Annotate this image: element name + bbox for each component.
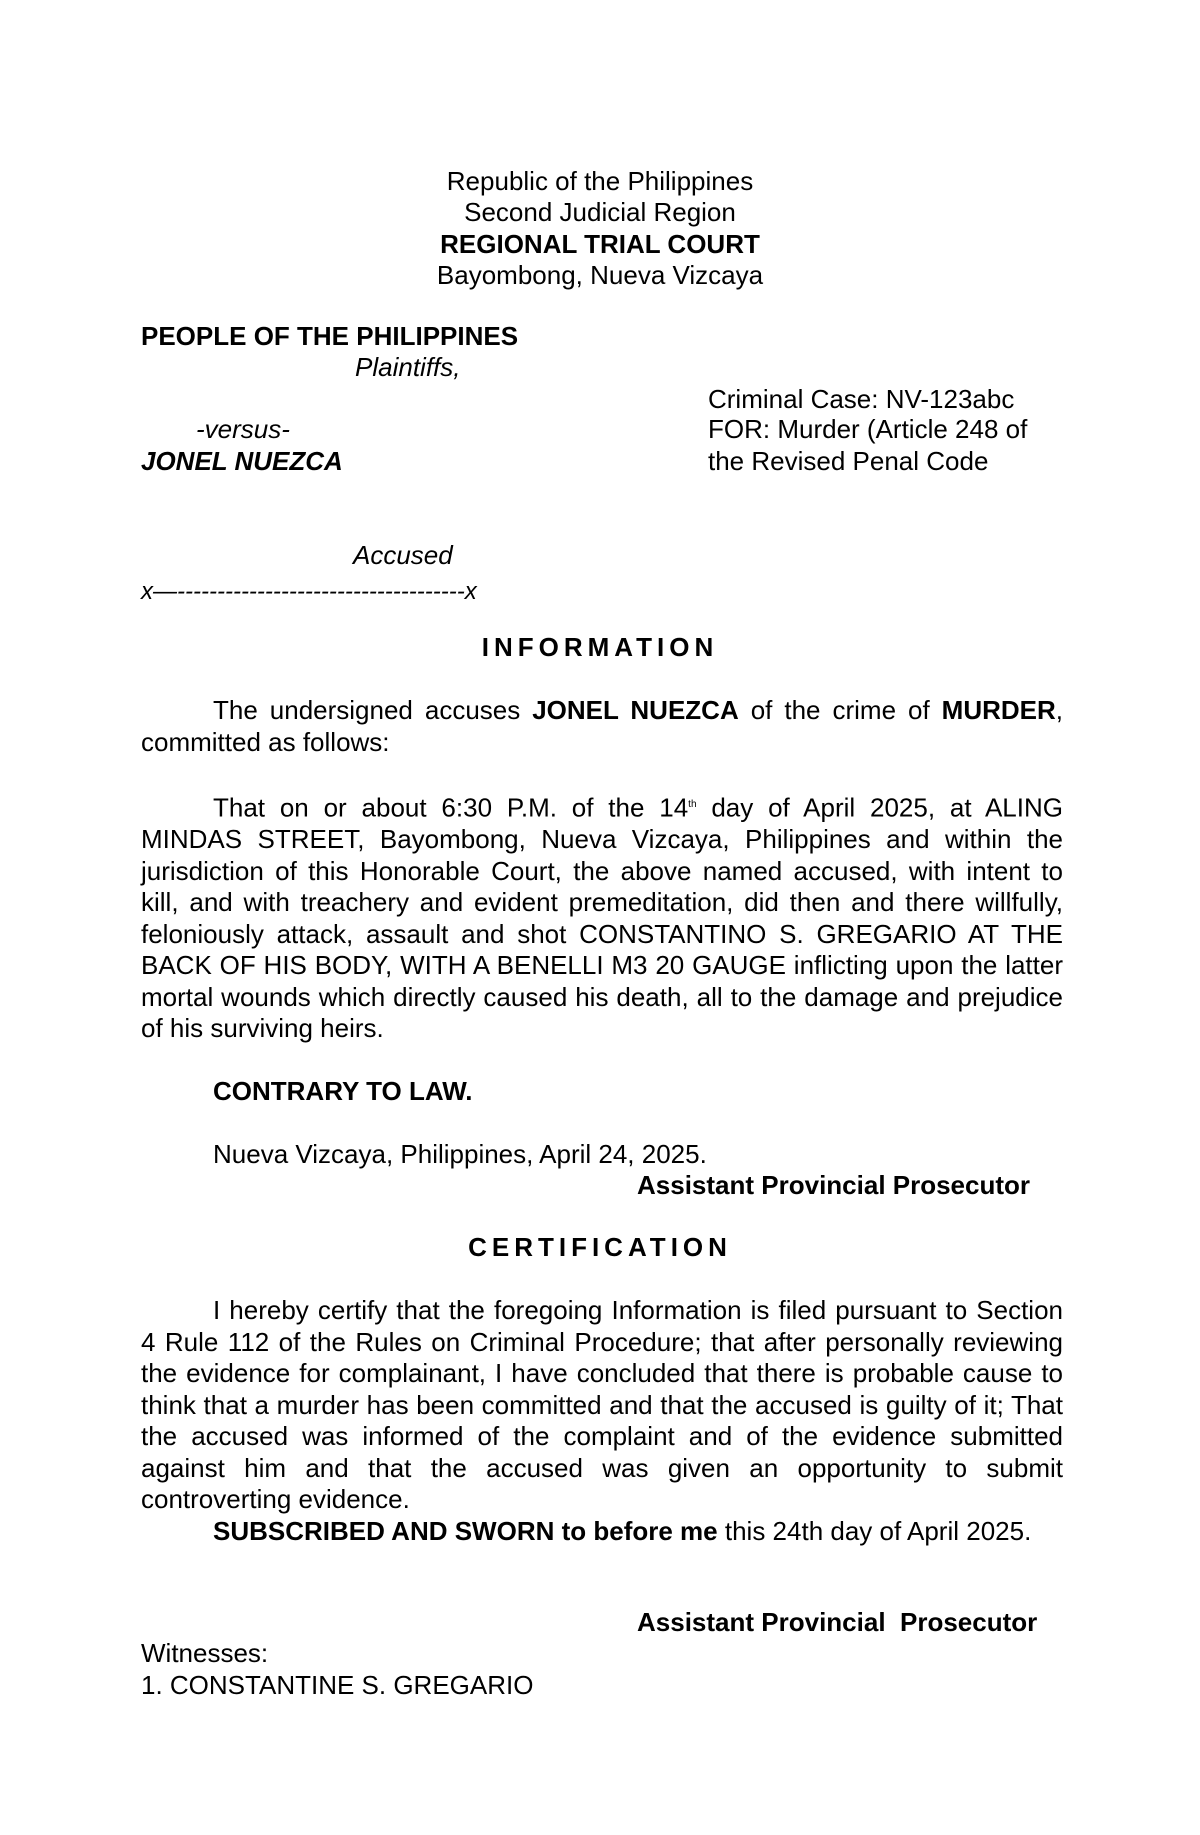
body-superscript: th [688,799,697,810]
contrary-to-law: CONTRARY TO LAW. [213,1076,473,1106]
caption-divider: x—------------------------------------x [141,578,477,605]
body-text-2: day of April 2025, at ALING MINDAS STREET, Bayombong, Nueva Vizcaya, Philippines and within the jurisdiction of this Honorable Court, the above named accused, with intent to kill, and with treachery and evident premeditation, did then and there willfully, feloniously attack, assault and shot CONSTANTINO S. GREGARIO AT THE BACK OF HIS BODY, WITH A BENELLI M3 20 GAUGE inflicting upon the latter mortal wounds which directly caused his death, all to the damage and prejudice of his surviving heirs. [141,792,1063,1044]
accused-role: Accused [353,540,453,570]
body-text-1: That on or about 6:30 P.M. of the 14 [213,792,689,823]
intro-text-2: of the crime of [738,695,942,725]
witnesses-label: Witnesses: [141,1638,269,1668]
header-court: REGIONAL TRIAL COURT [440,229,760,259]
intro-accused: JONEL NUEZCA [532,695,739,725]
intro-crime: MURDER [941,695,1056,725]
header-location: Bayombong, Nueva Vizcaya [436,260,764,290]
information-intro [141,695,1063,758]
witness-item: 1. CONSTANTINE S. GREGARIO [141,1670,534,1700]
plaintiff-name: PEOPLE OF THE PHILIPPINES [141,321,519,351]
plaintiff-role: Plaintiffs, [355,352,461,382]
certification-body [141,1295,1063,1547]
header-republic: Republic of the Philippines [446,166,754,196]
case-number: Criminal Case: NV-123abc [708,384,1015,414]
accused-name: JONEL NUEZCA [141,446,343,476]
header-region: Second Judicial Region [464,197,736,227]
certification-sworn [141,1516,1063,1548]
versus-label: -versus- [196,414,290,444]
information-date-place: Nueva Vizcaya, Philippines, April 24, 2025. [213,1139,707,1169]
certification-text: I hereby certify that the foregoing Information is filed pursuant to Section 4 Rule 112 of the Rules on Criminal Procedure; that after personally reviewing the evidence for complainant, I have concluded that there is probable cause to think that a murder has been committed and that the accused is guilty of it; That the accused was informed of the complaint and of the evidence submitted against him and that the accused was given an opportunity to submit controverting evidence. [141,1295,1063,1514]
certification-title: CERTIFICATION [468,1232,732,1262]
certification-signatory: Assistant Provincial Prosecutor [637,1607,1038,1637]
sworn-bold: SUBSCRIBED AND SWORN to before me [213,1515,718,1546]
information-title: INFORMATION [481,632,719,662]
information-body [141,789,1063,1045]
sworn-rest: this 24th day of April 2025. [717,1515,1032,1546]
case-charge-line-2: the Revised Penal Code [708,446,989,476]
information-signatory: Assistant Provincial Prosecutor [637,1170,1031,1200]
intro-text-3: , committed as follows: [141,695,1063,757]
case-charge-line-1: FOR: Murder (Article 248 of [708,414,1028,444]
intro-text-1: The undersigned accuses [213,695,533,725]
